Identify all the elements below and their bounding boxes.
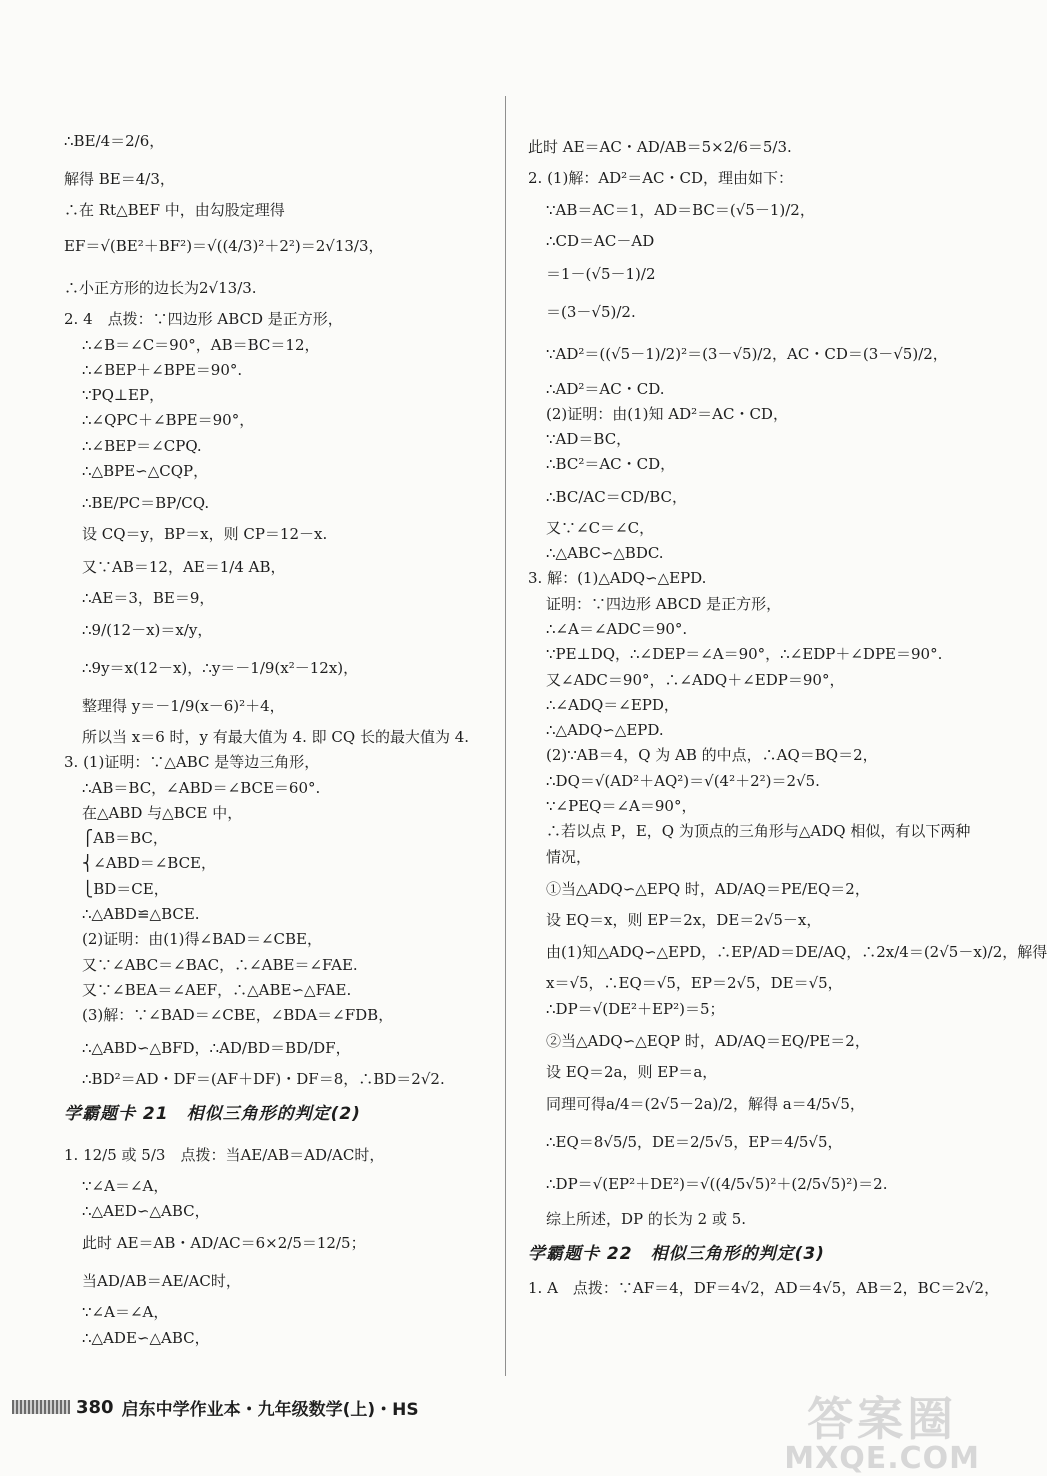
- right-line: ＝(3－√5)/2.: [546, 302, 636, 321]
- left-line: ∴△AED∽△ABC，: [82, 1202, 210, 1221]
- right-line: ∴∠A＝∠ADC＝90°.: [546, 619, 688, 638]
- left-line: ∵PQ⊥EP，: [82, 386, 165, 405]
- right-line: (2)∵AB＝4，Q 为 AB 的中点，∴AQ＝BQ＝2，: [546, 746, 878, 765]
- left-line: ∴9y＝x(12－x)，∴y＝－1/9(x²－12x)，: [82, 658, 359, 677]
- left-line: 3. (1)证明：∵△ABC 是等边三角形，: [64, 753, 320, 772]
- left-line: ∴△ABD≌△BCE.: [82, 905, 200, 924]
- right-line: ∵PE⊥DQ，∴∠DEP＝∠A＝90°，∴∠EDP＋∠DPE＝90°.: [546, 645, 943, 664]
- right-line: 同理可得a/4＝(2√5－2a)/2，解得 a＝4/5√5，: [546, 1095, 865, 1114]
- left-line: 1. 12/5 或 5/3 点拨：当AE/AB＝AD/AC时，: [64, 1145, 385, 1164]
- right-line: ∴△ABC∽△BDC.: [546, 544, 664, 563]
- left-line: 在△ABD 与△BCE 中，: [82, 803, 243, 822]
- right-line: ②当△ADQ∽△EQP 时，AD/AQ＝EQ/PE＝2，: [546, 1031, 870, 1050]
- right-line: (2)证明：由(1)知 AD²＝AC・CD，: [546, 404, 788, 423]
- watermark-logo: 答案圈: [807, 1392, 958, 1446]
- left-line: ∴△BPE∽△CQP，: [82, 462, 209, 481]
- right-column: [528, 128, 1047, 1302]
- right-line: 又∠ADC＝90°，∴∠ADQ＋∠EDP＝90°，: [546, 670, 845, 689]
- right-line: 又∵∠C＝∠C，: [546, 518, 655, 537]
- right-line: ∵∠PEQ＝∠A＝90°，: [546, 797, 697, 816]
- watermark: [784, 1392, 980, 1476]
- left-line: ∴∠QPC＋∠BPE＝90°，: [82, 411, 255, 430]
- right-line: ∴BC/AC＝CD/BC，: [546, 487, 688, 506]
- right-line: ∴AD²＝AC・CD.: [546, 379, 665, 398]
- left-line: ∵∠A＝∠A，: [82, 1303, 169, 1322]
- left-line: 学霸题卡 21 相似三角形的判定(2): [64, 1103, 361, 1124]
- footer-decoration: [12, 1400, 70, 1414]
- left-line: 又∵∠ABC＝∠BAC，∴∠ABE＝∠FAE.: [82, 955, 358, 974]
- left-line: 2. 4 点拨：∵四边形 ABCD 是正方形，: [64, 310, 343, 329]
- right-line: ∴△ADQ∽△EPD.: [546, 721, 664, 740]
- right-line: 设 EQ＝2a，则 EP＝a，: [546, 1062, 718, 1081]
- right-line: 情况，: [546, 847, 592, 866]
- right-line: ∴DP＝√(DE²＋EP²)＝5；: [546, 999, 725, 1018]
- left-line: 整理得 y＝－1/9(x－6)²＋4，: [82, 696, 285, 715]
- right-line: 3. 解：(1)△ADQ∽△EPD.: [528, 569, 707, 588]
- left-line: ∴9/(12－x)＝x/y，: [82, 620, 213, 639]
- left-line: ⎧AB＝BC，: [82, 829, 168, 848]
- left-line: ∴AB＝BC，∠ABD＝∠BCE＝60°.: [82, 778, 321, 797]
- left-line: 当AD/AB＝AE/AC时，: [82, 1272, 241, 1291]
- right-line: 证明：∵四边形 ABCD 是正方形，: [546, 594, 782, 613]
- left-line: ∴AE＝3，BE＝9，: [82, 588, 215, 607]
- left-line: ⎨∠ABD＝∠BCE，: [82, 854, 216, 873]
- left-line: EF＝√(BE²＋BF²)＝√((4/3)²＋2²)＝2√13/3，: [64, 237, 384, 256]
- right-line: ∴EQ＝8√5/5，DE＝2/5√5，EP＝4/5√5，: [546, 1133, 843, 1152]
- column-divider: [505, 96, 506, 1376]
- left-column: [64, 122, 484, 1351]
- right-line: ∴若以点 P，E，Q 为顶点的三角形与△ADQ 相似，有以下两种: [546, 822, 971, 841]
- right-line: 设 EQ＝x，则 EP＝2x，DE＝2√5－x，: [546, 910, 822, 929]
- left-line: ∴BE/PC＝BP/CQ.: [82, 494, 210, 513]
- left-line: ∴BD²＝AD・DF＝(AF＋DF)・DF＝8，∴BD＝2√2.: [82, 1069, 445, 1088]
- right-line: ∴DQ＝√(AD²＋AQ²)＝√(4²＋2²)＝2√5.: [546, 771, 820, 790]
- right-line: 此时 AE＝AC・AD/AB＝5×2/6＝5/3.: [528, 138, 792, 156]
- right-line: ∵AD²＝((√5－1)/2)²＝(3－√5)/2，AC・CD＝(3－√5)/2，: [546, 344, 948, 363]
- watermark-url: MXQE.COM: [784, 1441, 980, 1476]
- left-line: 又∵AB＝12，AE＝1/4 AB，: [82, 557, 286, 576]
- right-line: 1. A 点拨：∵AF＝4，DF＝4√2，AD＝4√5，AB＝2，BC＝2√2，: [528, 1279, 1000, 1298]
- right-line: ∵AD＝BC，: [546, 430, 632, 449]
- left-line: ∴△ABD∽△BFD，∴AD/BD＝BD/DF，: [82, 1038, 351, 1057]
- left-line: 此时 AE＝AB・AD/AC＝6×2/5＝12/5；: [82, 1234, 366, 1253]
- left-line: 解得 BE＝4/3，: [64, 170, 175, 188]
- right-line: 由(1)知△ADQ∽△EPD，∴EP/AD＝DE/AQ，∴2x/4＝(2√5－x)/2，解得: [546, 943, 1047, 962]
- left-line: ∴△ADE∽△ABC，: [82, 1328, 210, 1347]
- book-title: 启东中学作业本・九年级数学(上)・HS: [121, 1399, 419, 1420]
- right-line: ∴BC²＝AC・CD，: [546, 455, 676, 474]
- left-line: 又∵∠BEA＝∠AEF，∴△ABE∽△FAE.: [82, 980, 352, 999]
- right-line: ∵AB＝AC＝1，AD＝BC＝(√5－1)/2，: [546, 201, 815, 220]
- left-line: ∴小正方形的边长为2√13/3.: [64, 279, 257, 298]
- left-line: 设 CQ＝y，BP＝x，则 CP＝12－x.: [82, 525, 328, 544]
- left-line: (2)证明：由(1)得∠BAD＝∠CBE，: [82, 930, 322, 949]
- right-line: ＝1－(√5－1)/2: [546, 264, 656, 283]
- right-line: ①当△ADQ∽△EPQ 时，AD/AQ＝PE/EQ＝2，: [546, 879, 870, 898]
- right-line: 学霸题卡 22 相似三角形的判定(3): [528, 1244, 825, 1265]
- left-line: (3)解：∵∠BAD＝∠CBE，∠BDA＝∠FDB，: [82, 1006, 394, 1025]
- right-line: ∴∠ADQ＝∠EPD，: [546, 695, 679, 714]
- left-line: ∴∠B＝∠C＝90°，AB＝BC＝12，: [82, 335, 320, 354]
- page-footer: [12, 1392, 419, 1422]
- left-line: ∴∠BEP＝∠CPQ.: [82, 436, 202, 455]
- left-line: ∴∠BEP＋∠BPE＝90°.: [82, 360, 243, 379]
- left-line: ∵∠A＝∠A，: [82, 1176, 169, 1195]
- left-line: 所以当 x＝6 时，y 有最大值为 4. 即 CQ 长的最大值为 4.: [82, 727, 470, 746]
- right-line: 综上所述，DP 的长为 2 或 5.: [546, 1210, 747, 1229]
- page-number: 380: [76, 1396, 114, 1418]
- right-line: ∴CD＝AC－AD: [546, 232, 655, 251]
- left-line: ⎩BD＝CE，: [82, 879, 169, 898]
- right-line: x＝√5，∴EQ＝√5，EP＝2√5，DE＝√5，: [546, 974, 843, 993]
- left-line: ∴在 Rt△BEF 中，由勾股定理得: [64, 201, 285, 219]
- right-line: 2. (1)解：AD²＝AC・CD，理由如下：: [528, 169, 794, 187]
- left-line: ∴BE/4＝2/6，: [64, 132, 165, 150]
- right-line: ∴DP＝√(EP²＋DE²)＝√((4/5√5)²＋(2/5√5)²)＝2.: [546, 1175, 888, 1194]
